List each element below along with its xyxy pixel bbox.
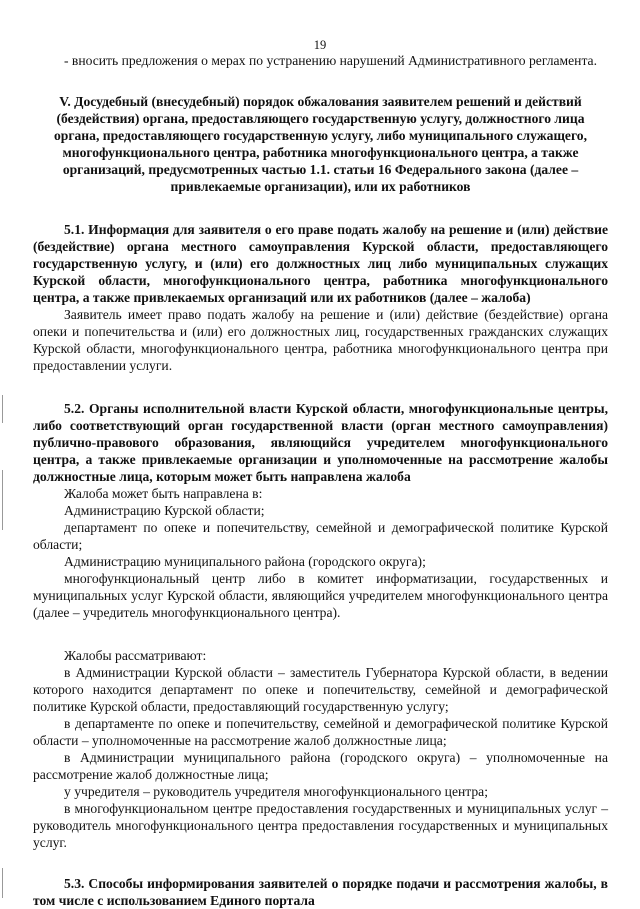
- section-heading-line: органа, предоставляющего государственную услугу, либо муниципального служащего,: [53, 128, 587, 143]
- review-item: у учредителя – руководитель учредителя многофункционального центра;: [64, 784, 488, 799]
- scan-artifact: [2, 470, 3, 530]
- complaint-destination-item: департамент по опеке и попечительству, семейной и демографической политике Курской области;: [33, 520, 608, 552]
- section-heading-line: V. Досудебный (внесудебный) порядок обжалования заявителем решений и действий: [59, 94, 582, 109]
- section-heading-line: (бездействия) органа, предоставляющего государственную услугу, должностного лица: [56, 111, 585, 126]
- complaint-destination-item: многофункциональный центр либо в комитет информатизации, государственных и муниципальных услуг Курской области, являющийся учредителем многофункционального центра (далее – учредитель многофункционального центра).: [33, 571, 608, 620]
- document-body: [33, 52, 608, 909]
- review-item: в Администрации муниципального района (городского округа) – уполномоченные на рассмотрение жалоб должностные лица;: [33, 750, 608, 782]
- subsection-5-1-text: Заявитель имеет право подать жалобу на решение и (или) действие (бездействие) органа опеки и попечительства и (или) его должностных лиц, государственных гражданских служащих Курской области, многофункционального центра, работника многофункционального центра при предоставлении услуги.: [33, 307, 608, 373]
- subsection-5-1-heading: 5.1. Информация для заявителя о его праве подать жалобу на решение и (или) действие (бездействие) органа местного самоуправления Курской области, предоставляющего государственную услугу, и (или) его должностных лиц либо муниципальных служащих Курской области, многофункционального центра, работника многофункционального центра, а также привлекаемых организаций или их работников (далее – жалоба): [33, 222, 608, 305]
- subsection-5-3-heading: 5.3. Способы информирования заявителей о порядке подачи и рассмотрения жалобы, в том числе с использованием Единого портала: [33, 876, 608, 908]
- section-heading-line: организаций, предусмотренных частью 1.1. статьи 16 Федерального закона (далее –: [62, 162, 579, 177]
- review-item: Жалобы рассматривают:: [64, 648, 207, 663]
- complaint-destination-item: Администрацию Курской области;: [64, 503, 265, 518]
- page-number: 19: [313, 38, 327, 52]
- section-heading-line: привлекаемые организации), или их работников: [170, 179, 471, 194]
- complaint-destination-item: Жалоба может быть направлена в:: [64, 486, 263, 501]
- complaint-destination-item: Администрацию муниципального района (городского округа);: [64, 554, 426, 569]
- review-item: в многофункциональном центре предоставления государственных и муниципальных услуг – руководитель многофункционального центра предоставления государственных и муниципальных услуг.: [33, 801, 608, 850]
- review-item: в департаменте по опеке и попечительству, семейной и демографической политике Курской области – уполномоченные на рассмотрение жалоб должностные лица;: [33, 716, 608, 748]
- subsection-5-2-heading: 5.2. Органы исполнительной власти Курской области, многофункциональные центры, либо соответствующий орган государственной власти (орган местного самоуправления) публично-правового образования, являющийся учредителем многофункционального центра, а также привлекаемые организации и уполномоченные на рассмотрение жалобы должностные лица, которым может быть направлена жалоба: [33, 401, 608, 484]
- review-item: в Администрации Курской области – заместитель Губернатора Курской области, в ведении которого находится департамент по опеке и попечительству, семейной и демографической политике Курской области, предоставляющий государственную услугу;: [33, 665, 608, 714]
- scan-artifact: [2, 868, 3, 898]
- section-heading-line: многофункционального центра, работника многофункционального центра, а также: [62, 145, 579, 160]
- section-heading: [33, 93, 608, 195]
- scan-artifact: [2, 395, 3, 423]
- intro-paragraph: - вносить предложения о мерах по устранению нарушений Административного регламента.: [64, 53, 597, 68]
